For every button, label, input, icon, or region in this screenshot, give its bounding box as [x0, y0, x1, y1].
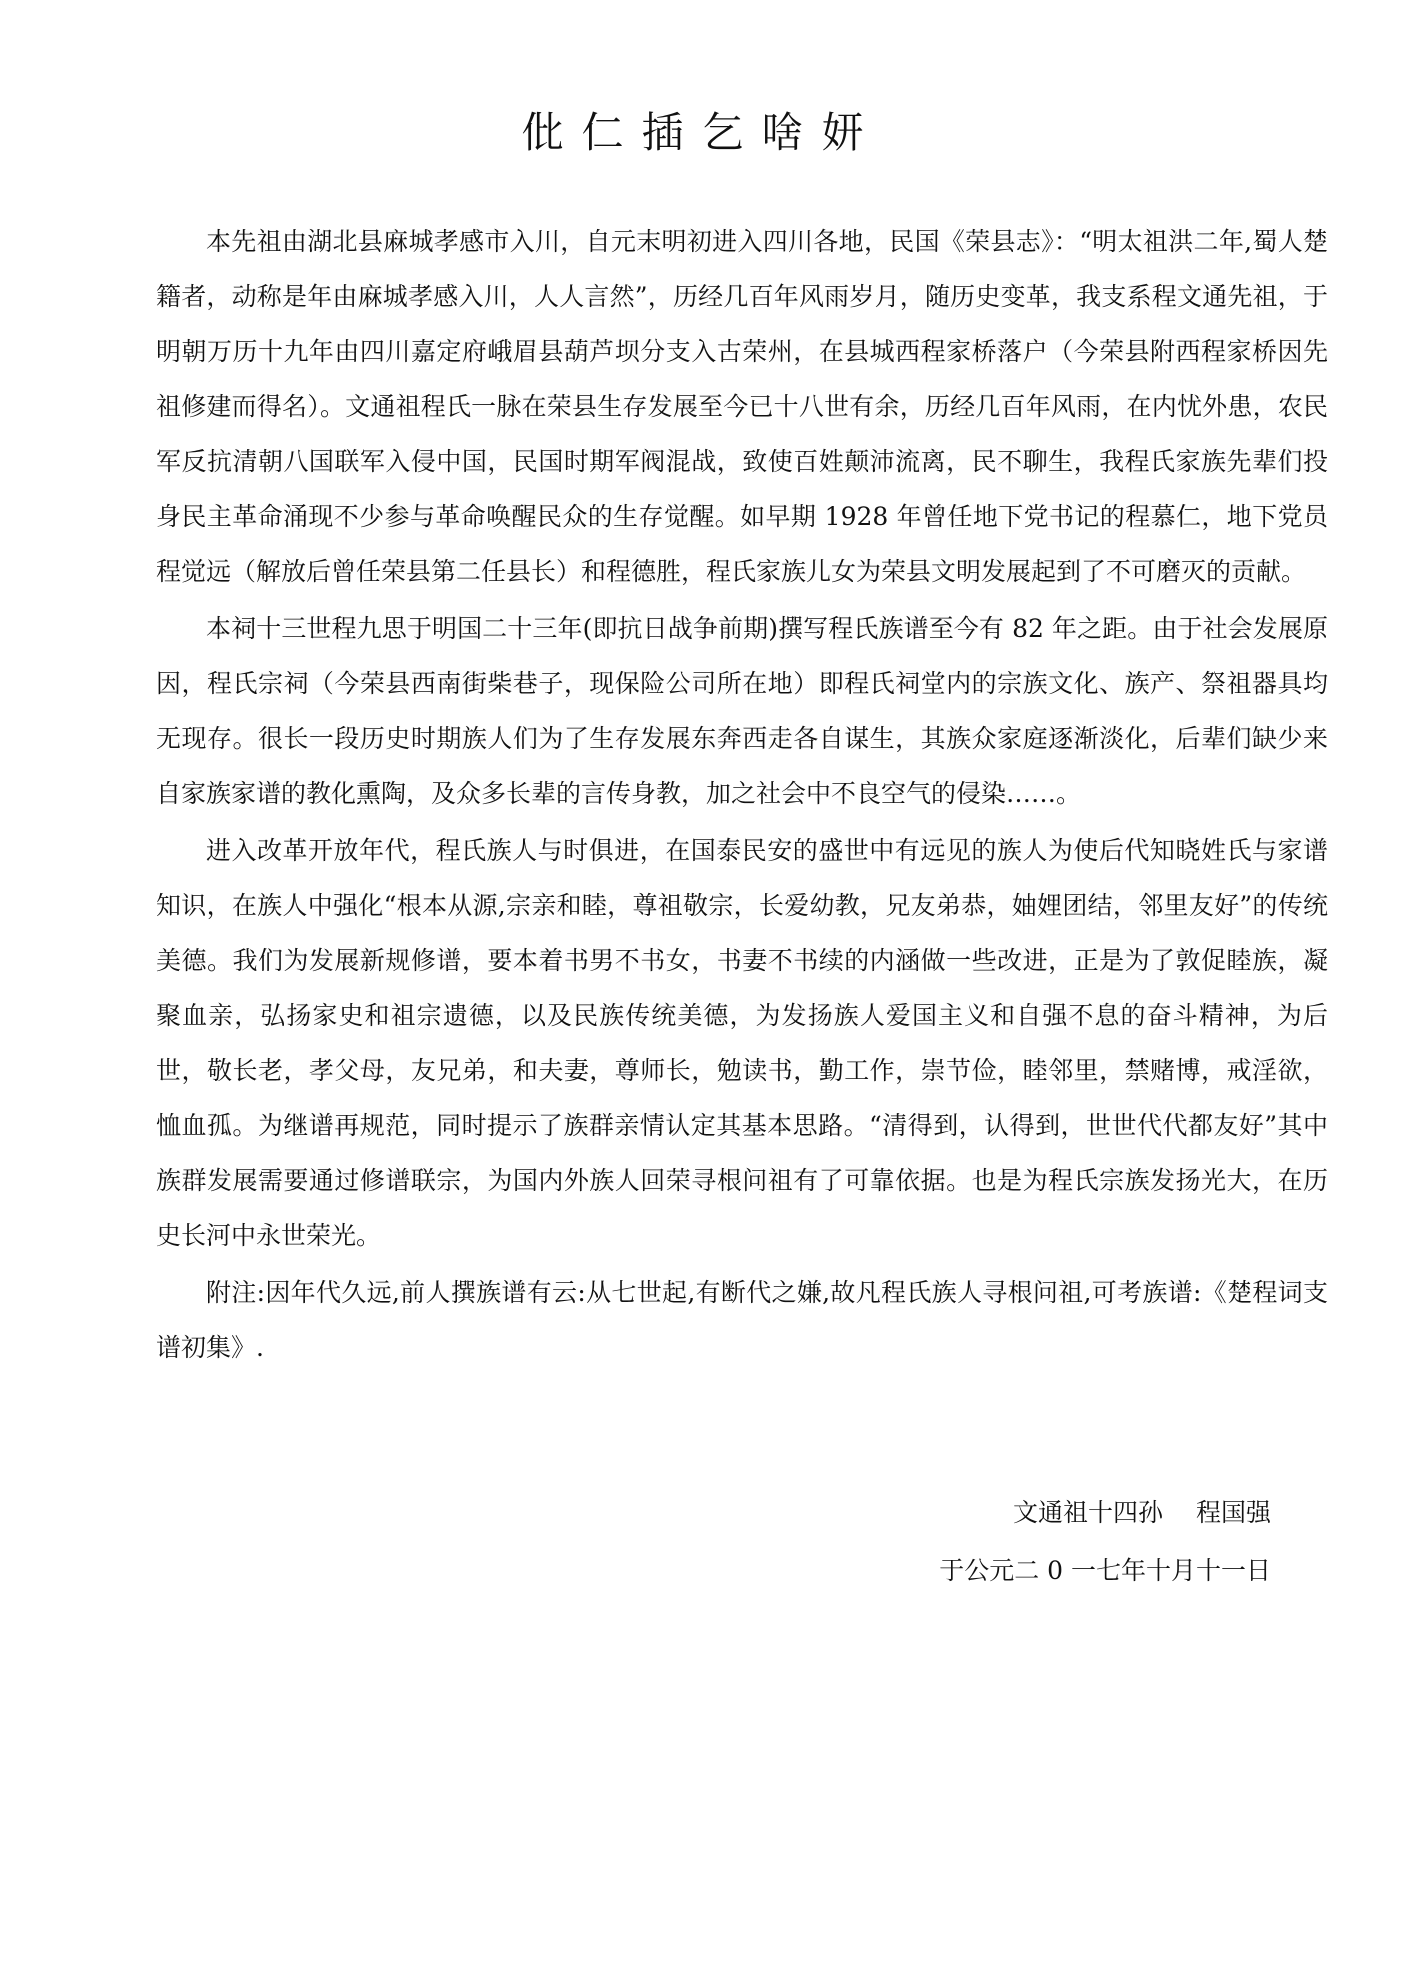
paragraph-genealogy: 本祠十三世程九思于明国二十三年(即抗日战争前期)撰写程氏族谱至今有 82 年之距。由于社会发展原因，程氏宗祠（今荣县西南街柴巷子，现保险公司所在地）即程氏祠堂内的宗族文化、族产、祭祖器具均无现存。很长一段历史时期族人们为了生存发展东奔西走各自谋生，其族众家庭逐渐淡化，后辈们缺少来自家族家谱的教化熏陶，及众多长辈的言传身教，加之社会中不良空气的侵染……。 [156, 614, 1328, 808]
signature-date: 于公元二 0 一七年十月十一日 [939, 1556, 1271, 1585]
document-body [156, 214, 1328, 1377]
paragraph-history: 本先祖由湖北县麻城孝感市入川，自元末明初进入四川各地，民国《荣县志》：“明太祖洪二年,蜀人楚籍者，动称是年由麻城孝感入川，人人言然”，历经几百年风雨岁月，随历史变革，我支系程文通先祖，于明朝万历十九年由四川嘉定府峨眉县葫芦坝分支入古荣州，在县城西程家桥落户（今荣县附西程家桥因先祖修建而得名）。文通祖程氏一脉在荣县生存发展至今已十八世有余，历经几百年风雨，在内忧外患，农民军反抗清朝八国联军入侵中国，民国时期军阀混战，致使百姓颠沛流离，民不聊生，我程氏家族先辈们投身民主革命涌现不少参与革命唤醒民众的生存觉醒。如早期 1928 年曾任地下党书记的程慕仁，地下党员程觉远（解放后曾任荣县第二任县长）和程德胜，程氏家族儿女为荣县文明发展起到了不可磨灭的贡献。 [156, 227, 1328, 586]
paragraph-reform: 进入改革开放年代，程氏族人与时俱进，在国泰民安的盛世中有远见的族人为使后代知晓姓氏与家谱知识，在族人中强化“根本从源,宗亲和睦，尊祖敬宗，长爱幼教，兄友弟恭，妯娌团结，邻里友好”的传统美德。我们为发展新规修谱，要本着书男不书女，书妻不书续的内涵做一些改进，正是为了敦促睦族，凝聚血亲，弘扬家史和祖宗遗德，以及民族传统美德，为发扬族人爱国主义和自强不息的奋斗精神，为后世，敬长老，孝父母，友兄弟，和夫妻，尊师长，勉读书，勤工作，崇节俭，睦邻里，禁赌博，戒淫欲，恤血孤。为继谱再规范，同时提示了族群亲情认定其基本思路。“清得到，认得到，世世代代都友好”其中族群发展需要通过修谱联宗，为国内外族人回荣寻根问祖有了可靠依据。也是为程氏宗族发扬光大，在历史长河中永世荣光。 [156, 836, 1328, 1250]
signature-author: 文通祖十四孙 程国强 [1013, 1498, 1271, 1527]
signature-block [871, 1485, 1271, 1598]
document-title: 仳仁插乞啥妍 [521, 108, 882, 157]
paragraph-note: 附注:因年代久远,前人撰族谱有云:从七世起,有断代之嫌,故凡程氏族人寻根问祖,可考族谱:《楚程词支谱初集》. [156, 1278, 1328, 1362]
